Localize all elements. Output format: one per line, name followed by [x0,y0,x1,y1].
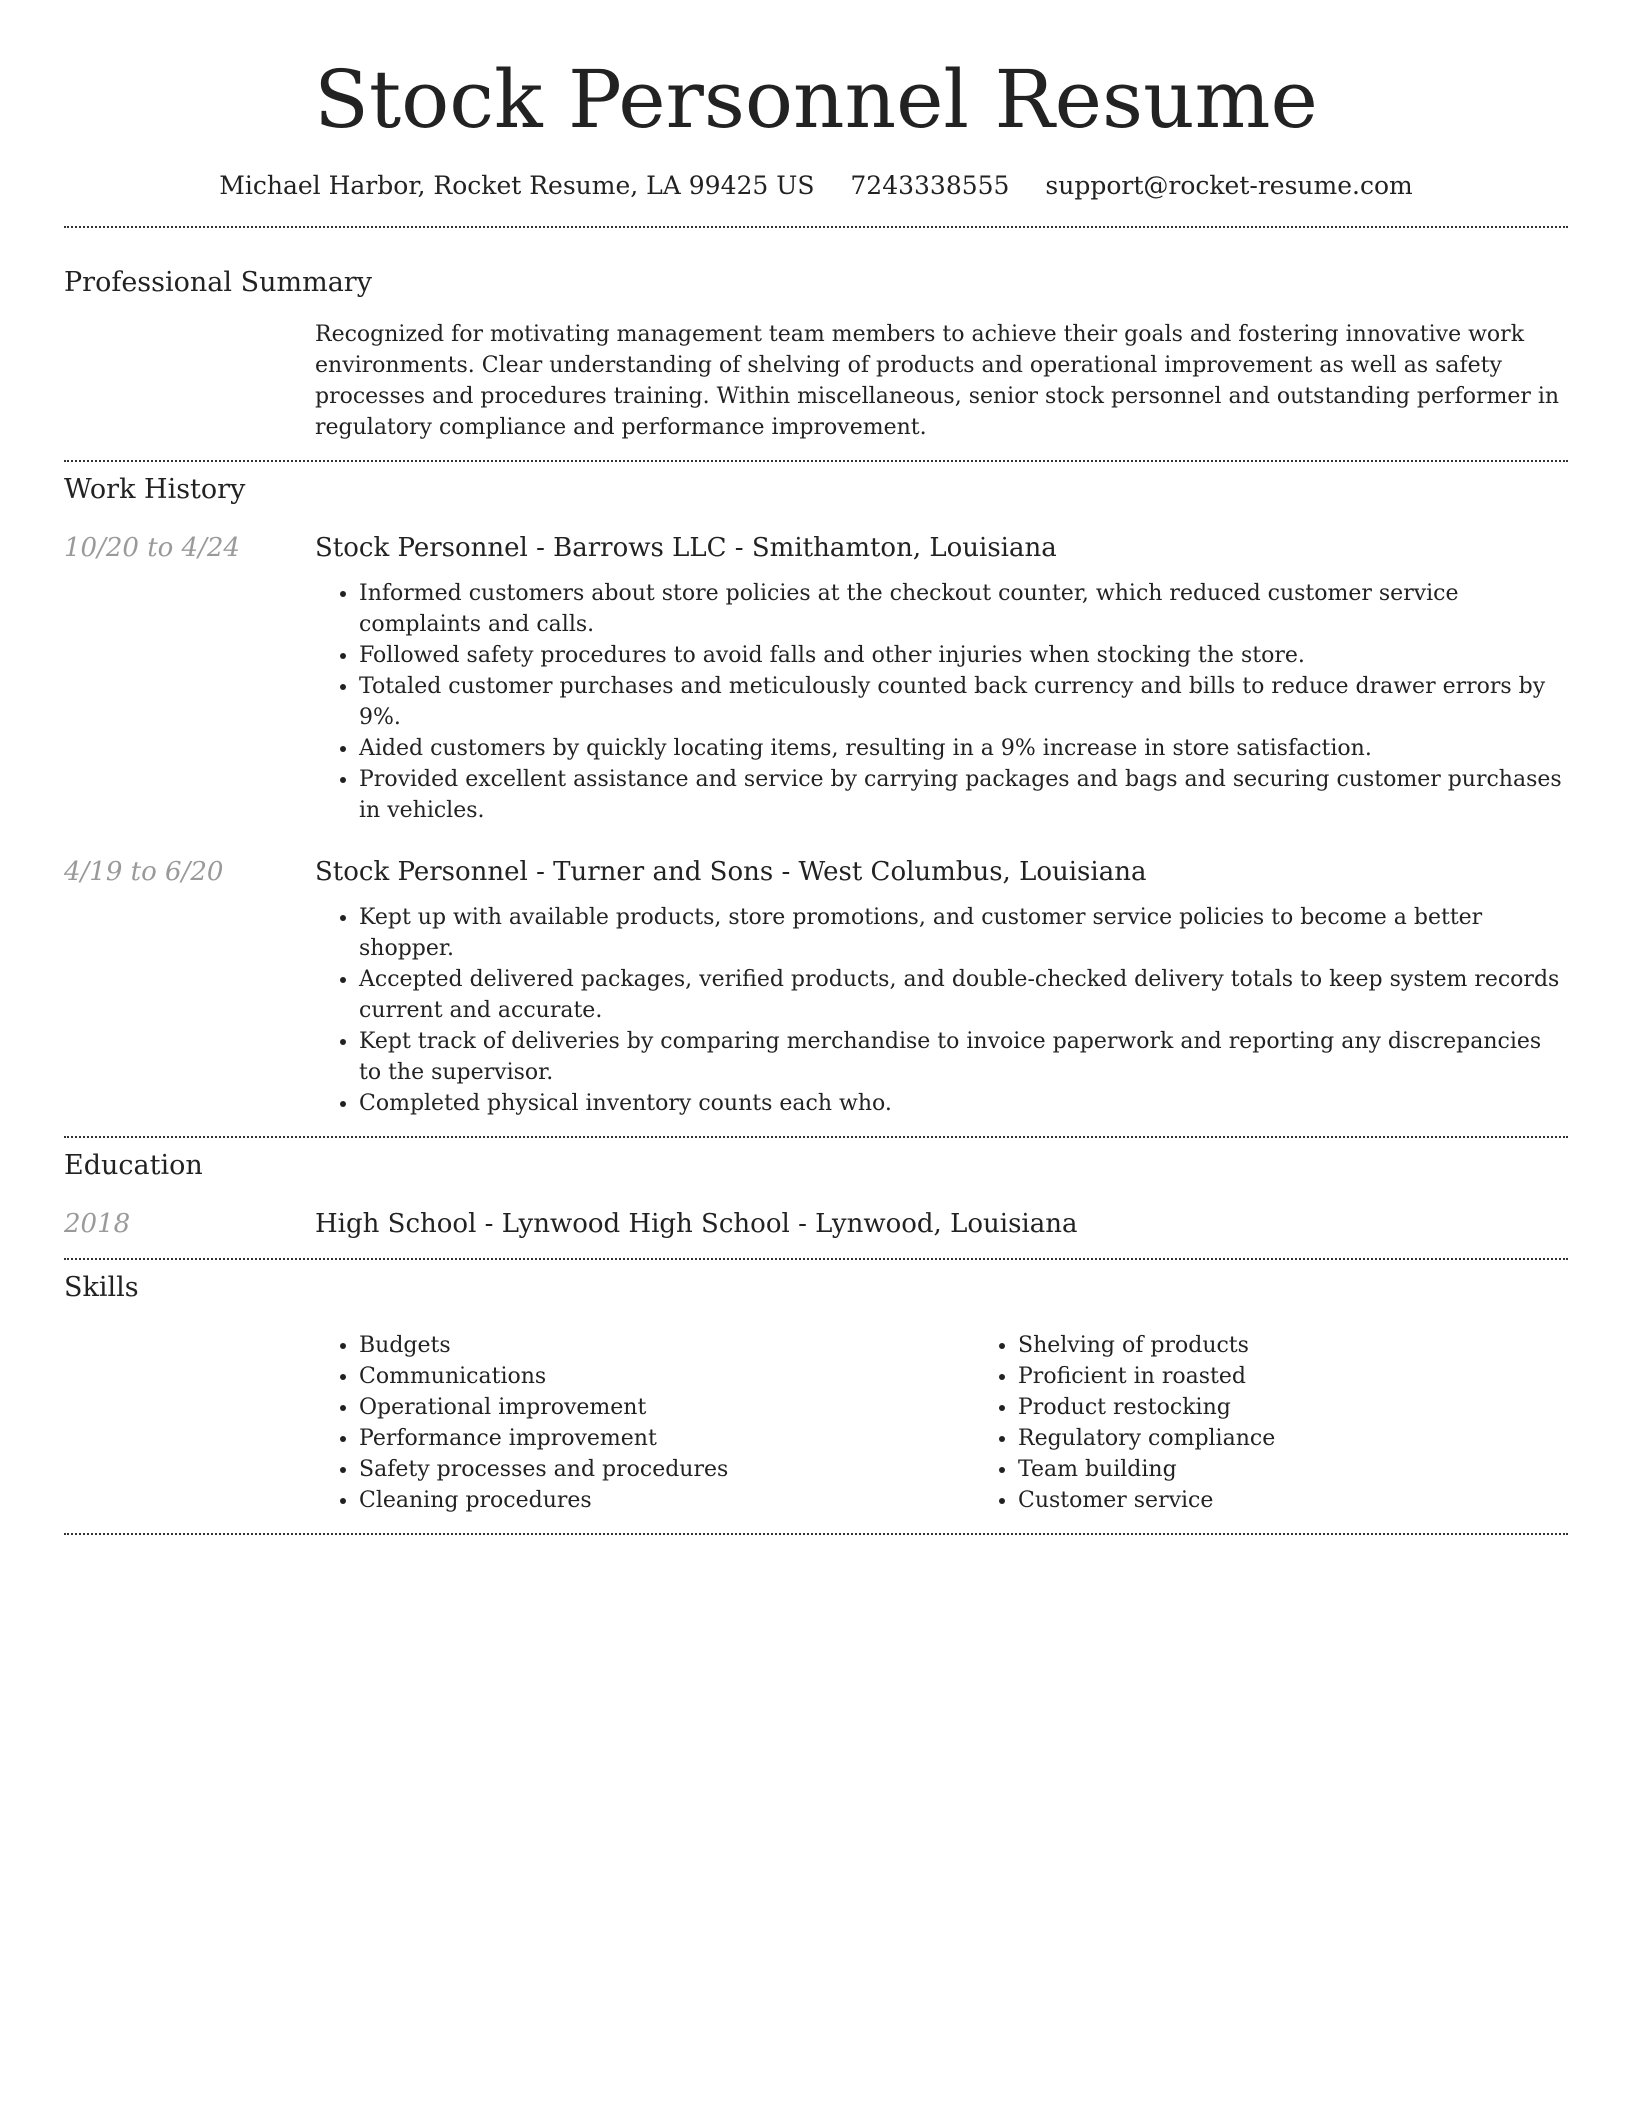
skills-list-left [315,1330,974,1516]
job-title: Stock Personnel - Barrows LLC - Smithamton, Louisiana [315,533,1057,563]
education-heading: Education [64,1150,203,1181]
job-entry [64,530,1568,826]
list-item: • Operational improvement [359,1392,974,1423]
job-dates: 4/19 to 6/20 [64,857,224,887]
list-item: • Kept track of deliveries by comparing merchandise to invoice paperwork and reporting any discrepancies to the supervisor. [359,1026,1568,1088]
list-item: • Followed safety procedures to avoid falls and other injuries when stocking the store. [359,640,1568,671]
list-item: • Safety processes and procedures [359,1454,974,1485]
contact-email: support@rocket-resume.com [1045,171,1413,200]
list-item: • Aided customers by quickly locating items, resulting in a 9% increase in store satisfaction. [359,733,1568,764]
skills-list-right [974,1330,1632,1516]
section-divider [64,1258,1568,1260]
summary-row [64,319,1568,443]
section-divider [64,460,1568,462]
summary-text: Recognized for motivating management team members to achieve their goals and fostering innovative work environments. Clear understanding of shelving of products and operational improvement as well as safety processes and procedures training. Within miscellaneous, senior stock personnel and outstanding performer in regulatory compliance and performance improvement. [315,322,1560,440]
skills-row [64,1330,1568,1516]
education-year: 2018 [64,1209,131,1239]
summary-spacer [64,319,315,443]
list-item: • Accepted delivered packages, verified products, and double-checked delivery totals to keep system records current and accurate. [359,964,1568,1026]
job-dates: 10/20 to 4/24 [64,533,240,563]
resume-page [64,0,1568,1535]
work-history-heading: Work History [64,474,246,505]
skills-spacer [64,1330,315,1516]
contact-address: Michael Harbor, Rocket Resume, LA 99425 US [219,171,815,200]
list-item: • Customer service [1018,1485,1632,1516]
section-divider [64,1533,1568,1535]
summary-heading: Professional Summary [64,267,372,298]
list-item: • Team building [1018,1454,1632,1485]
section-divider [64,1136,1568,1138]
list-item: • Kept up with available products, store promotions, and customer service policies to become a better shopper. [359,902,1568,964]
list-item: • Proficient in roasted [1018,1361,1632,1392]
list-item: • Product restocking [1018,1392,1632,1423]
job-title: Stock Personnel - Turner and Sons - West Columbus, Louisiana [315,857,1147,887]
list-item: • Cleaning procedures [359,1485,974,1516]
contact-phone: 7243338555 [850,171,1010,200]
section-divider [64,226,1568,228]
job-entry [64,854,1568,1119]
list-item: • Budgets [359,1330,974,1361]
education-degree: High School [315,1209,477,1239]
list-item: • Regulatory compliance [1018,1423,1632,1454]
contact-line [64,168,1568,204]
list-item: • Totaled customer purchases and meticulously counted back currency and bills to reduce drawer errors by 9%. [359,671,1568,733]
job-bullets [315,578,1568,826]
list-item: • Provided excellent assistance and service by carrying packages and bags and securing customer purchases in vehicles. [359,764,1568,826]
skills-heading: Skills [64,1272,139,1303]
list-item: • Shelving of products [1018,1330,1632,1361]
education-line [315,1206,1568,1242]
list-item: • Informed customers about store policies at the checkout counter, which reduced customer service complaints and calls. [359,578,1568,640]
list-item: • Communications [359,1361,974,1392]
resume-title: Stock Personnel Resume [314,53,1318,146]
list-item: • Performance improvement [359,1423,974,1454]
list-item: • Completed physical inventory counts each who. [359,1088,1568,1119]
education-school: - Lynwood High School - Lynwood, Louisiana [476,1209,1078,1239]
job-bullets [315,902,1568,1119]
education-entry [64,1206,1568,1242]
